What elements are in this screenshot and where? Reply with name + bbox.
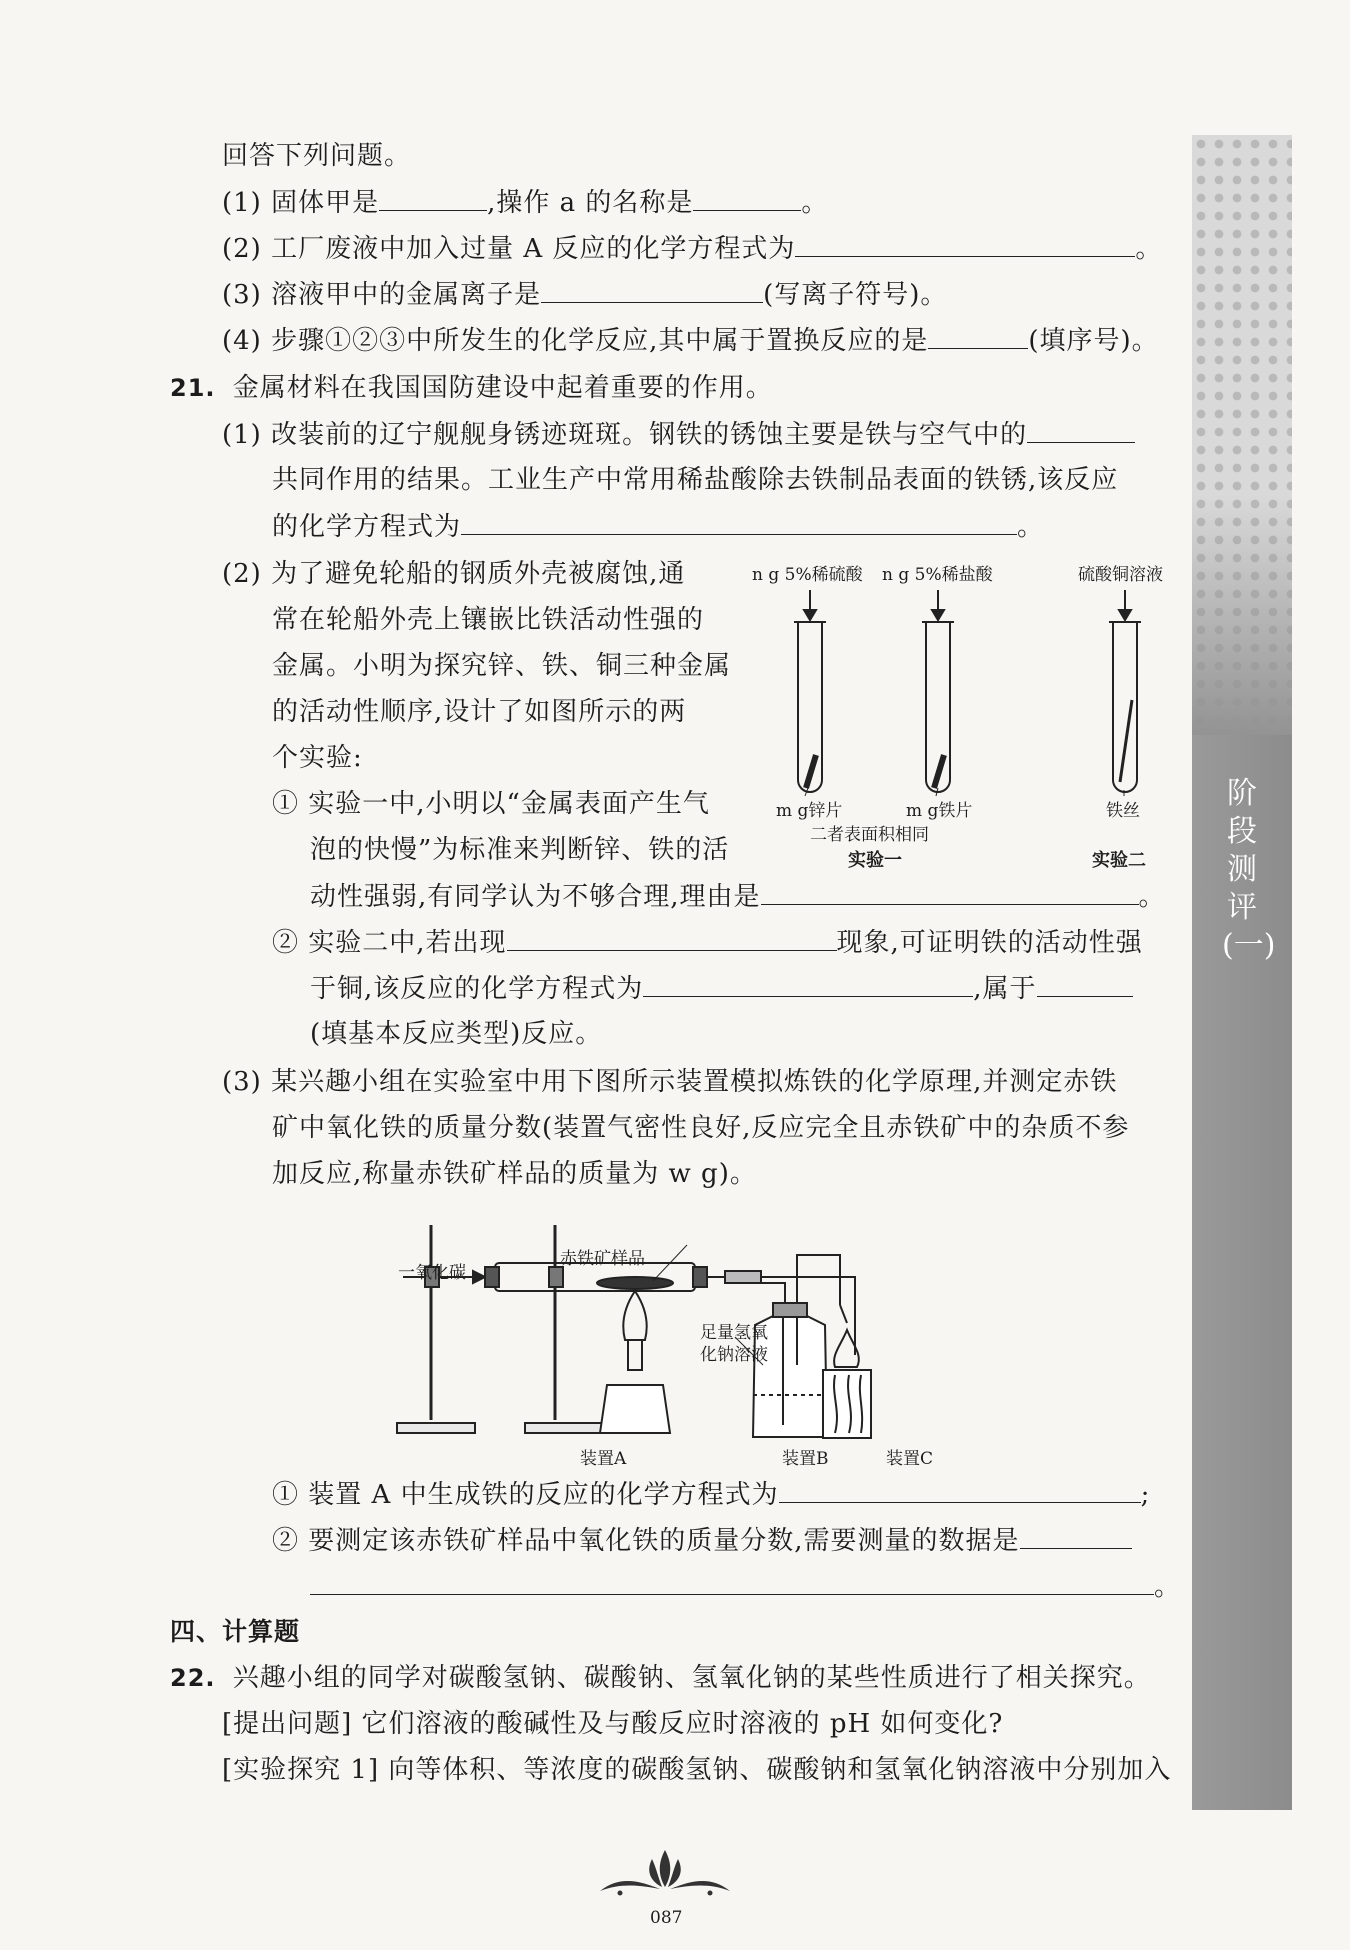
q20-p1-text-b: ,操作 a 的名称是 <box>487 188 694 218</box>
answer-blank[interactable] <box>1027 416 1135 443</box>
q21-p2-line2: 常在轮船外壳上镶嵌比铁活动性强的 <box>272 605 705 635</box>
answer-blank[interactable] <box>1037 970 1133 997</box>
side-tab <box>1192 135 1292 1810</box>
test-tube <box>1109 622 1141 792</box>
device-a-label: 装置A <box>580 1449 627 1469</box>
q21-number: 21. <box>170 374 216 402</box>
stopper <box>693 1267 707 1287</box>
alcohol-lamp <box>600 1385 670 1433</box>
device-b-label: 装置B <box>782 1449 829 1469</box>
co-label: 一氧化碳 <box>398 1263 466 1283</box>
device-c-label: 装置C <box>886 1449 934 1469</box>
section-heading: 四、计算题 <box>170 1617 301 1646</box>
q21-p3-line1: (3) 某兴趣小组在实验室中用下图所示装置模拟炼铁的化学原理,并测定赤铁 <box>222 1067 1118 1097</box>
answer-blank[interactable] <box>693 184 801 211</box>
q21-s2-text-b: 现象,可证明铁的活动性强 <box>836 928 1143 958</box>
answer-blank[interactable] <box>1020 1522 1132 1549</box>
q20-part3 <box>222 276 947 313</box>
experiment-figure-test-tubes <box>740 550 1180 880</box>
stand-base <box>397 1423 475 1433</box>
side-tab-label: 阶段测评(一) <box>1222 776 1276 963</box>
answer-blank[interactable] <box>779 1476 1141 1503</box>
q21-p1-text: 的化学方程式为 <box>272 512 462 542</box>
answer-blank[interactable] <box>379 184 487 211</box>
surface-note: 二者表面积相同 <box>810 825 929 845</box>
answer-blank[interactable] <box>643 970 973 997</box>
q21-p3-sub2 <box>272 1522 1132 1559</box>
q20-part1 <box>222 184 828 221</box>
intro-text: 回答下列问题。 <box>222 141 412 171</box>
q21-p1-line2: 共同作用的结果。工业生产中常用稀盐酸除去铁制品表面的铁锈,该反应 <box>272 465 1119 495</box>
naoh-label-1: 足量氢氧 <box>700 1323 768 1343</box>
q21-p1-end: 。 <box>1017 512 1045 542</box>
q21-p3-line3: 加反应,称量赤铁矿样品的质量为 w g)。 <box>272 1159 757 1189</box>
q21-s2-text-c: 于铜,该反应的化学方程式为 <box>310 974 644 1004</box>
q21-p3-line2: 矿中氧化铁的质量分数(装置气密性良好,反应完全且赤铁矿中的杂质不参 <box>272 1113 1130 1143</box>
q21-p3s2-end: 。 <box>1154 1572 1182 1602</box>
answer-blank[interactable] <box>310 1568 1154 1595</box>
q21-p3-sub1 <box>272 1476 1150 1513</box>
ironmaking-apparatus-figure <box>395 1205 970 1445</box>
q20-p1-text-c: 。 <box>801 188 829 218</box>
q20-part2 <box>222 230 1162 267</box>
q21-stem: 金属材料在我国国防建设中起着重要的作用。 <box>232 373 773 403</box>
q22-stem: 兴趣小组的同学对碳酸氢钠、碳酸钠、氢氧化钠的某些性质进行了相关探究。 <box>232 1663 1151 1693</box>
answer-blank[interactable] <box>541 276 763 303</box>
answer-blank[interactable] <box>761 878 1139 905</box>
iron-wire <box>1120 700 1132 782</box>
experiment1-caption: 实验一 <box>848 850 902 871</box>
q21-s1-line2: 泡的快慢”为标准来判断锌、铁的活 <box>310 835 730 865</box>
stopper <box>485 1267 499 1287</box>
iron-strip <box>934 755 944 788</box>
q21-p2-line1: (2) 为了避免轮船的钢质外壳被腐蚀,通 <box>222 559 686 589</box>
q20-p2-text: (2) 工厂废液中加入过量 A 反应的化学方程式为 <box>222 234 796 264</box>
bottle-c <box>823 1370 871 1438</box>
q21-p2-line3: 金属。小明为探究锌、铁、铜三种金属 <box>272 651 732 681</box>
q21-p3s2-text: ② 要测定该赤铁矿样品中氧化铁的质量分数,需要测量的数据是 <box>272 1526 1020 1556</box>
q21-p3s1-text: ① 装置 A 中生成铁的反应的化学方程式为 <box>272 1480 779 1510</box>
q21-s1-line1: ① 实验一中,小明以“金属表面产生气 <box>272 789 710 819</box>
q21-p1-line1 <box>222 416 1135 453</box>
q21-s2-text-d: ,属于 <box>973 974 1037 1004</box>
q21-stem-line <box>170 370 773 406</box>
q21-s2-line1 <box>272 924 1143 961</box>
answer-blank[interactable] <box>507 924 837 951</box>
q21-s2-line3: (填基本反应类型)反应。 <box>310 1019 603 1049</box>
page-number: 087 <box>650 1908 683 1928</box>
q22-line2: [提出问题] 它们溶液的酸碱性及与酸反应时溶液的 pH 如何变化? <box>222 1709 1004 1739</box>
answer-blank[interactable] <box>928 322 1028 349</box>
q21-p2-line4: 的活动性顺序,设计了如图所示的两 <box>272 697 687 727</box>
iron-plate-label: m g铁片 <box>906 801 973 821</box>
q21-s1-end: 。 <box>1138 882 1166 912</box>
q20-p1-text-a: (1) 固体甲是 <box>222 188 380 218</box>
q21-p3-sub2-line2 <box>310 1568 1181 1605</box>
naoh-label-2: 化钠溶液 <box>700 1345 768 1365</box>
side-tab-pattern <box>1192 135 1292 735</box>
stand-base <box>525 1423 603 1433</box>
q22-line3: [实验探究 1] 向等体积、等浓度的碳酸氢钠、碳酸钠和氢氧化钠溶液中分别加入 <box>222 1755 1172 1785</box>
q20-p4-text-a: (4) 步骤①②③中所发生的化学反应,其中属于置换反应的是 <box>222 326 929 356</box>
zinc-label: m g锌片 <box>776 801 843 821</box>
q22-number: 22. <box>170 1664 216 1692</box>
q20-p2-end: 。 <box>1135 234 1163 264</box>
iron-wire-label: 铁丝 <box>1106 801 1140 821</box>
q22-stem-line <box>170 1660 1151 1696</box>
q21-p2-line5: 个实验: <box>272 743 363 773</box>
q21-p3s1-end: ; <box>1140 1480 1151 1510</box>
q21-p1-line3 <box>272 508 1044 545</box>
q21-s2-line2 <box>310 970 1133 1007</box>
sample-label: 赤铁矿样品 <box>560 1249 645 1269</box>
q21-s2-text-a: ② 实验二中,若出现 <box>272 928 507 958</box>
zinc-strip <box>806 755 816 788</box>
copper-sulfate-label: 硫酸铜溶液 <box>1078 565 1163 585</box>
q20-p4-text-b: (填序号)。 <box>1028 326 1159 356</box>
flame <box>623 1291 646 1340</box>
footer-ornament <box>590 1845 740 1905</box>
q20-p3-text-b: (写离子符号)。 <box>763 280 948 310</box>
q20-part4 <box>222 322 1159 359</box>
q21-p1-text: (1) 改装前的辽宁舰舰身锈迹斑斑。钢铁的锈蚀主要是铁与空气中的 <box>222 420 1028 450</box>
acid2-label: n g 5%稀盐酸 <box>882 565 993 585</box>
experiment2-caption: 实验二 <box>1092 850 1146 871</box>
q21-s1-text: 动性强弱,有同学认为不够合理,理由是 <box>310 882 761 912</box>
acid1-label: n g 5%稀硫酸 <box>752 565 863 585</box>
answer-blank[interactable] <box>795 230 1135 257</box>
hematite-sample <box>597 1277 673 1289</box>
q21-s1-line3 <box>310 878 1166 915</box>
answer-blank[interactable] <box>461 508 1017 535</box>
q20-p3-text-a: (3) 溶液甲中的金属离子是 <box>222 280 542 310</box>
